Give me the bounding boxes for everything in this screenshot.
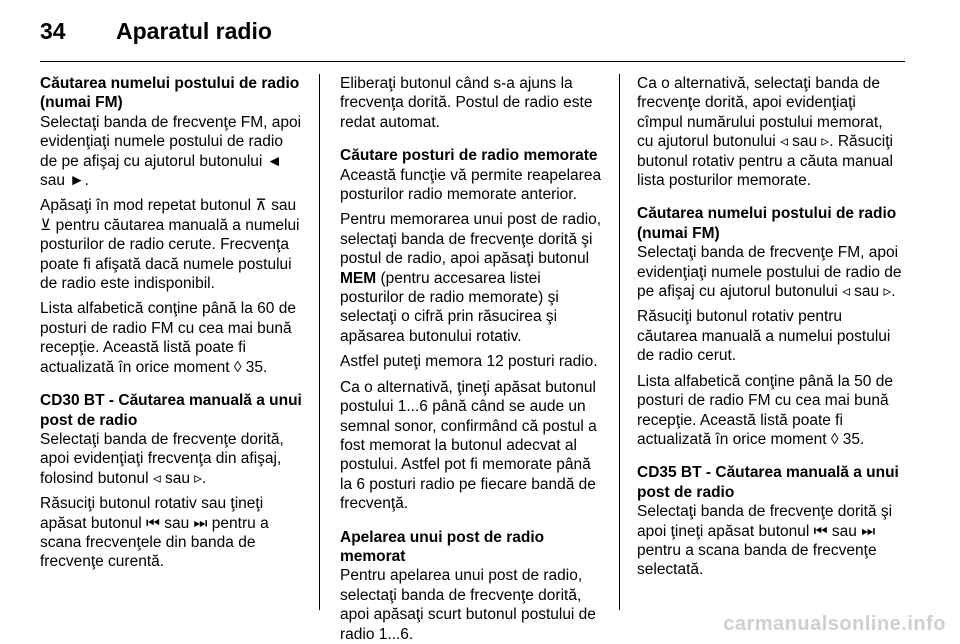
section-heading: Căutarea numelui postului de radio (numai FM) xyxy=(40,75,300,112)
section-heading: Apelarea unui post de radio memorat xyxy=(340,528,545,565)
text-run: (pentru accesarea listei posturilor de radio memorate) şi selectaţi o cifră prin răsucirea şi apăsarea butonului rotativ. xyxy=(340,269,559,345)
paragraph: Lista alfabetică conţine până la 50 de posturi de radio FM cu cea mai bună recepţie. Această listă poate fi actualizată în orice moment ◊ 35. xyxy=(637,372,893,448)
paragraph: Ca o alternativă, selectaţi banda de frecvenţe dorită, apoi evidenţiaţi cîmpul numărului postului memorat, cu ajutorul butonului ◃ sau ▹. Răsuciţi butonul rotativ pentru a căuta manual lista posturilor memorate. xyxy=(637,75,893,190)
paragraph: Ca o alternativă, ţineţi apăsat butonul postului 1...6 până când se aude un semnal sonor, confirmând că postul a fost memorat la butonul adecvat al postului. Astfel pot fi memorate până la 6 posturi radio pe fiecare bandă de frecvenţă. xyxy=(340,378,597,513)
paragraph: Selectaţi banda de frecvenţe dorită şi apoi ţineţi apăsat butonul ⏮ sau ⏭ pentru a scana banda de frecvenţe selectată. xyxy=(637,503,893,579)
page-header xyxy=(40,14,910,50)
section-heading: CD30 BT - Căutarea manuală a unui post de radio xyxy=(40,392,302,429)
page-title: Aparatul radio xyxy=(116,18,272,44)
paragraph: Răsuciţi butonul rotativ pentru căutarea manuală a numelui postului de radio cerut. xyxy=(637,308,891,365)
paragraph: Selectaţi banda de frecvenţe FM, apoi evidenţiaţi numele postului de radio de pe afişaj cu ajutorul butonului ◃ sau ▹. xyxy=(637,244,902,301)
paragraph: Selectaţi banda de frecvenţe dorită, apoi evidenţiaţi frecvenţa din afişaj, folosind butonul ◃ sau ▹. xyxy=(40,430,284,487)
column-divider xyxy=(319,74,320,610)
section-heading: Căutarea numelui postului de radio (numai FM) xyxy=(637,205,897,242)
mem-button-label: MEM xyxy=(340,269,377,287)
page-number: 34 xyxy=(40,18,66,44)
watermark: carmanualsonline.info xyxy=(723,613,946,635)
paragraph: Selectaţi banda de frecvenţe FM, apoi evidenţiaţi numele postului de radio de pe afişaj cu ajutorul butonului ◄ sau ►. xyxy=(40,113,302,190)
column-left xyxy=(40,74,302,572)
column-middle xyxy=(340,74,603,644)
paragraph: Această funcţie vă permite reapelarea posturilor radio memorate anterior. xyxy=(340,166,602,204)
text-run: Pentru memorarea unui post de radio, selectaţi banda de frecvenţe dorită şi postul de radio, apoi apăsaţi butonul xyxy=(340,211,602,268)
paragraph: Eliberaţi butonul când s-a ajuns la frecvenţa dorită. Postul de radio este redat automat. xyxy=(340,75,593,131)
section-heading: CD35 BT - Căutarea manuală a unui post de radio xyxy=(637,464,899,501)
paragraph: Lista alfabetică conţine până la 60 de posturi de radio FM cu cea mai bună recepţie. Această listă poate fi actualizată în orice moment ◊ 35. xyxy=(40,300,296,376)
header-rule xyxy=(40,61,905,62)
paragraph: Pentru apelarea unui post de radio, selectaţi banda de frecvenţe dorită, apoi apăsaţi scurt butonul postului de radio 1...6. xyxy=(340,567,596,643)
paragraph: Astfel puteţi memora 12 posturi radio. xyxy=(340,353,598,371)
section-heading: Căutare posturi de radio memorate xyxy=(340,147,598,165)
paragraph xyxy=(340,210,603,346)
column-right xyxy=(637,74,903,580)
column-divider xyxy=(619,74,620,610)
paragraph: Răsuciţi butonul rotativ sau ţineţi apăsat butonul ⏮ sau ⏭ pentru a scana frecvenţele din banda de frecvenţe curentă. xyxy=(40,495,269,571)
paragraph: Apăsaţi în mod repetat butonul ⊼ sau ⊻ pentru căutarea manuală a numelui posturilor de radio cerute. Frecvenţa poate fi afişată dacă numele postului de radio este indisponibil. xyxy=(40,197,300,293)
